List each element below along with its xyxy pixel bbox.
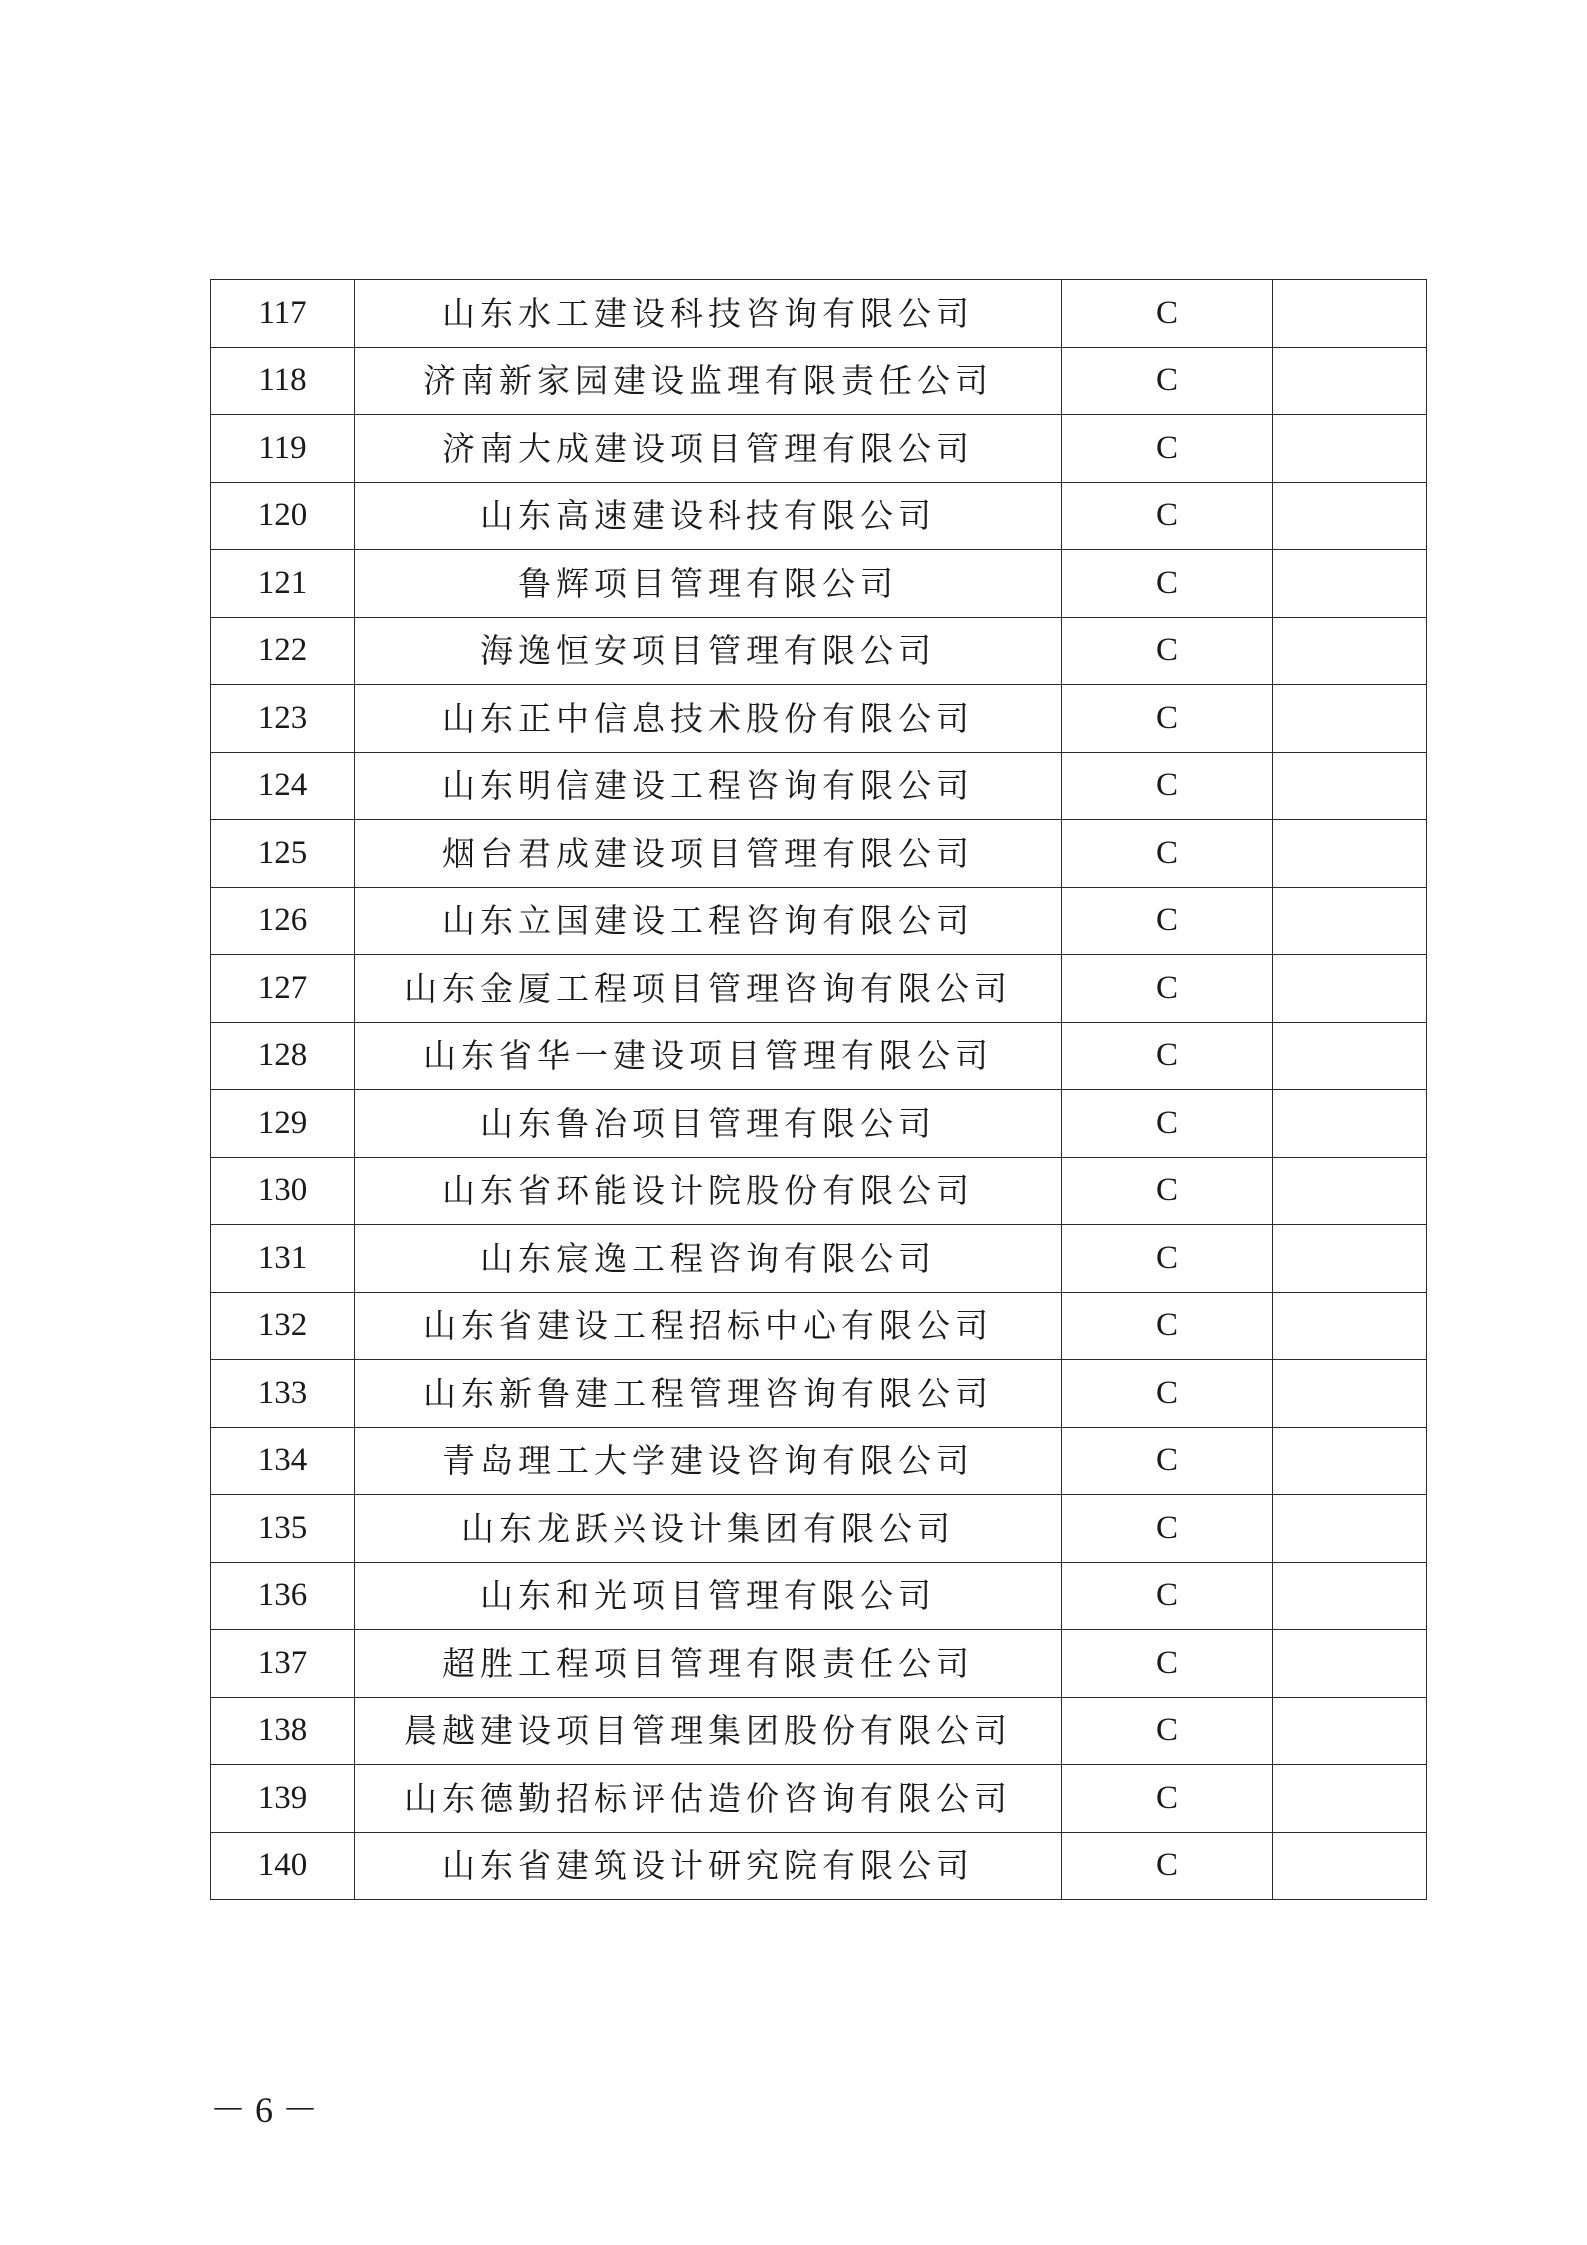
row-number-cell: 139 bbox=[211, 1765, 355, 1833]
table-row bbox=[211, 752, 1427, 820]
note-cell bbox=[1273, 1427, 1427, 1495]
table-row bbox=[211, 1157, 1427, 1225]
table-row bbox=[211, 685, 1427, 753]
grade-cell: C bbox=[1062, 482, 1273, 550]
row-number-cell: 133 bbox=[211, 1360, 355, 1428]
note-cell bbox=[1273, 1022, 1427, 1090]
grade-cell: C bbox=[1062, 347, 1273, 415]
table-row bbox=[211, 415, 1427, 483]
row-number-cell: 130 bbox=[211, 1157, 355, 1225]
table-row bbox=[211, 1225, 1427, 1293]
company-name-cell: 山东省建设工程招标中心有限公司 bbox=[355, 1292, 1062, 1360]
row-number-cell: 140 bbox=[211, 1832, 355, 1900]
note-cell bbox=[1273, 887, 1427, 955]
row-number-cell: 118 bbox=[211, 347, 355, 415]
row-number-cell: 136 bbox=[211, 1562, 355, 1630]
company-name-cell: 青岛理工大学建设咨询有限公司 bbox=[355, 1427, 1062, 1495]
grade-cell: C bbox=[1062, 1157, 1273, 1225]
table-row bbox=[211, 482, 1427, 550]
note-cell bbox=[1273, 347, 1427, 415]
note-cell bbox=[1273, 482, 1427, 550]
company-name-cell: 山东新鲁建工程管理咨询有限公司 bbox=[355, 1360, 1062, 1428]
table-row bbox=[211, 1697, 1427, 1765]
grade-cell: C bbox=[1062, 1630, 1273, 1698]
row-number-cell: 123 bbox=[211, 685, 355, 753]
note-cell bbox=[1273, 1562, 1427, 1630]
table-row bbox=[211, 955, 1427, 1023]
table-row bbox=[211, 1090, 1427, 1158]
note-cell bbox=[1273, 1697, 1427, 1765]
note-cell bbox=[1273, 1292, 1427, 1360]
table-body bbox=[211, 280, 1427, 1900]
grade-cell: C bbox=[1062, 280, 1273, 348]
grade-cell: C bbox=[1062, 550, 1273, 618]
company-name-cell: 山东正中信息技术股份有限公司 bbox=[355, 685, 1062, 753]
company-name-cell: 鲁辉项目管理有限公司 bbox=[355, 550, 1062, 618]
company-name-cell: 济南大成建设项目管理有限公司 bbox=[355, 415, 1062, 483]
table-row bbox=[211, 1832, 1427, 1900]
row-number-cell: 138 bbox=[211, 1697, 355, 1765]
note-cell bbox=[1273, 685, 1427, 753]
note-cell bbox=[1273, 550, 1427, 618]
page-number: － 6 － bbox=[210, 2090, 319, 2130]
company-name-cell: 山东水工建设科技咨询有限公司 bbox=[355, 280, 1062, 348]
row-number-cell: 122 bbox=[211, 617, 355, 685]
company-name-cell: 山东省建筑设计研究院有限公司 bbox=[355, 1832, 1062, 1900]
table-row bbox=[211, 1022, 1427, 1090]
row-number-cell: 117 bbox=[211, 280, 355, 348]
note-cell bbox=[1273, 1090, 1427, 1158]
note-cell bbox=[1273, 1360, 1427, 1428]
note-cell bbox=[1273, 955, 1427, 1023]
grade-cell: C bbox=[1062, 1292, 1273, 1360]
company-name-cell: 山东和光项目管理有限公司 bbox=[355, 1562, 1062, 1630]
company-grade-table bbox=[210, 279, 1427, 1900]
company-name-cell: 山东明信建设工程咨询有限公司 bbox=[355, 752, 1062, 820]
note-cell bbox=[1273, 1765, 1427, 1833]
row-number-cell: 137 bbox=[211, 1630, 355, 1698]
row-number-cell: 119 bbox=[211, 415, 355, 483]
row-number-cell: 126 bbox=[211, 887, 355, 955]
company-name-cell: 山东立国建设工程咨询有限公司 bbox=[355, 887, 1062, 955]
row-number-cell: 135 bbox=[211, 1495, 355, 1563]
row-number-cell: 132 bbox=[211, 1292, 355, 1360]
note-cell bbox=[1273, 617, 1427, 685]
company-name-cell: 山东德勤招标评估造价咨询有限公司 bbox=[355, 1765, 1062, 1833]
grade-cell: C bbox=[1062, 1562, 1273, 1630]
table-row bbox=[211, 280, 1427, 348]
note-cell bbox=[1273, 752, 1427, 820]
grade-cell: C bbox=[1062, 1022, 1273, 1090]
row-number-cell: 129 bbox=[211, 1090, 355, 1158]
table-row bbox=[211, 1495, 1427, 1563]
company-name-cell: 山东龙跃兴设计集团有限公司 bbox=[355, 1495, 1062, 1563]
grade-cell: C bbox=[1062, 1225, 1273, 1293]
company-name-cell: 山东高速建设科技有限公司 bbox=[355, 482, 1062, 550]
note-cell bbox=[1273, 415, 1427, 483]
note-cell bbox=[1273, 1157, 1427, 1225]
row-number-cell: 127 bbox=[211, 955, 355, 1023]
grade-cell: C bbox=[1062, 820, 1273, 888]
grade-cell: C bbox=[1062, 752, 1273, 820]
company-name-cell: 山东省环能设计院股份有限公司 bbox=[355, 1157, 1062, 1225]
company-name-cell: 山东金厦工程项目管理咨询有限公司 bbox=[355, 955, 1062, 1023]
grade-cell: C bbox=[1062, 1090, 1273, 1158]
company-name-cell: 超胜工程项目管理有限责任公司 bbox=[355, 1630, 1062, 1698]
row-number-cell: 125 bbox=[211, 820, 355, 888]
table-row bbox=[211, 1292, 1427, 1360]
grade-cell: C bbox=[1062, 1360, 1273, 1428]
note-cell bbox=[1273, 1495, 1427, 1563]
table-row bbox=[211, 820, 1427, 888]
grade-cell: C bbox=[1062, 1697, 1273, 1765]
grade-cell: C bbox=[1062, 1832, 1273, 1900]
note-cell bbox=[1273, 1630, 1427, 1698]
table-row bbox=[211, 1630, 1427, 1698]
table-row bbox=[211, 1562, 1427, 1630]
table-row bbox=[211, 617, 1427, 685]
row-number-cell: 131 bbox=[211, 1225, 355, 1293]
row-number-cell: 121 bbox=[211, 550, 355, 618]
table-row bbox=[211, 550, 1427, 618]
grade-cell: C bbox=[1062, 415, 1273, 483]
row-number-cell: 120 bbox=[211, 482, 355, 550]
grade-cell: C bbox=[1062, 887, 1273, 955]
company-name-cell: 山东宸逸工程咨询有限公司 bbox=[355, 1225, 1062, 1293]
table-row bbox=[211, 887, 1427, 955]
grade-cell: C bbox=[1062, 955, 1273, 1023]
note-cell bbox=[1273, 1225, 1427, 1293]
company-name-cell: 烟台君成建设项目管理有限公司 bbox=[355, 820, 1062, 888]
company-name-cell: 山东鲁冶项目管理有限公司 bbox=[355, 1090, 1062, 1158]
grade-cell: C bbox=[1062, 685, 1273, 753]
company-name-cell: 海逸恒安项目管理有限公司 bbox=[355, 617, 1062, 685]
table-row bbox=[211, 1427, 1427, 1495]
row-number-cell: 128 bbox=[211, 1022, 355, 1090]
company-name-cell: 晨越建设项目管理集团股份有限公司 bbox=[355, 1697, 1062, 1765]
note-cell bbox=[1273, 1832, 1427, 1900]
grade-cell: C bbox=[1062, 1765, 1273, 1833]
note-cell bbox=[1273, 820, 1427, 888]
row-number-cell: 134 bbox=[211, 1427, 355, 1495]
grade-cell: C bbox=[1062, 1427, 1273, 1495]
table-row bbox=[211, 1360, 1427, 1428]
company-name-cell: 山东省华一建设项目管理有限公司 bbox=[355, 1022, 1062, 1090]
grade-cell: C bbox=[1062, 1495, 1273, 1563]
table-row bbox=[211, 1765, 1427, 1833]
note-cell bbox=[1273, 280, 1427, 348]
row-number-cell: 124 bbox=[211, 752, 355, 820]
table-row bbox=[211, 347, 1427, 415]
grade-cell: C bbox=[1062, 617, 1273, 685]
company-name-cell: 济南新家园建设监理有限责任公司 bbox=[355, 347, 1062, 415]
